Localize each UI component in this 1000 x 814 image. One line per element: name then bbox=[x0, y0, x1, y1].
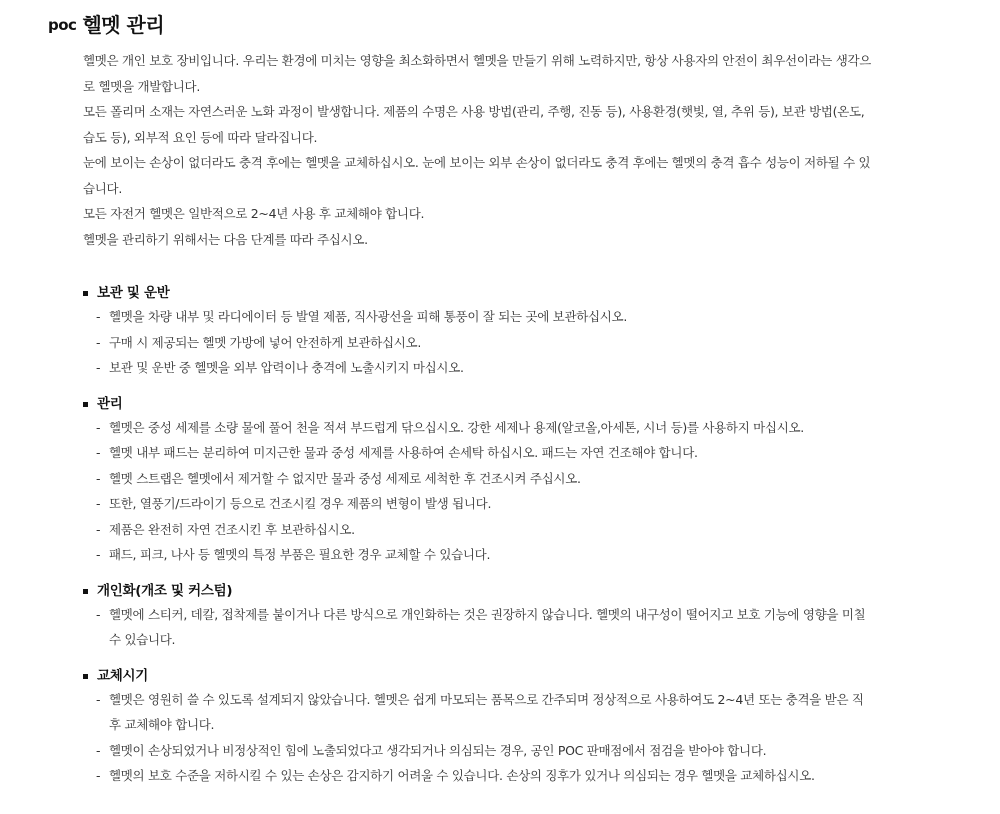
list-item: - 패드, 피크, 나사 등 헬멧의 특정 부품은 필요한 경우 교체할 수 있습니다. bbox=[83, 542, 873, 568]
replacement-list bbox=[83, 687, 873, 789]
care-sections bbox=[83, 282, 873, 789]
section-storage bbox=[83, 282, 873, 381]
section-title-care: 관리 bbox=[83, 393, 873, 415]
list-item: - 보관 및 운반 중 헬멧을 외부 압력이나 충격에 노출시키지 마십시오. bbox=[83, 355, 873, 381]
list-item: - 헬멧은 영원히 쓸 수 있도록 설계되지 않았습니다. 헬멧은 쉽게 마모되는 품목으로 간주되며 정상적으로 사용하여도 2~4년 또는 충격을 받은 직후 교체해야 합니다. bbox=[83, 687, 873, 738]
personalization-list bbox=[83, 602, 873, 653]
intro-paragraph: 헬멧을 관리하기 위해서는 다음 단계를 따라 주십시오. bbox=[83, 231, 368, 247]
intro-text bbox=[83, 48, 873, 252]
storage-list bbox=[83, 304, 873, 381]
poc-logo: poc bbox=[48, 16, 77, 34]
intro-paragraph: 헬멧은 개인 보호 장비입니다. 우리는 환경에 미치는 영향을 최소화하면서 헬멧을 만들기 위해 노력하지만, 항상 사용자의 안전이 최우선이라는 생각으로 헬멧을 개발합니다. bbox=[83, 53, 872, 94]
list-item: - 헬멧을 차량 내부 및 라디에이터 등 발열 제품, 직사광선을 피해 통풍이 잘 되는 곳에 보관하십시오. bbox=[83, 304, 873, 330]
section-personalization bbox=[83, 580, 873, 653]
list-item: - 제품은 완전히 자연 건조시킨 후 보관하십시오. bbox=[83, 517, 873, 543]
intro-paragraph: 모든 폴리머 소재는 자연스러운 노화 과정이 발생합니다. 제품의 수명은 사용 방법(관리, 주행, 진동 등), 사용환경(햇빛, 열, 추위 등), 보관 방법(온도, 습도 등), 외부적 요인 등에 따라 달라집니다. bbox=[83, 104, 865, 145]
page-title: 헬멧 관리 bbox=[82, 12, 165, 37]
section-replacement bbox=[83, 665, 873, 789]
list-item: - 헬멧이 손상되었거나 비정상적인 힘에 노출되었다고 생각되거나 의심되는 경우, 공인 POC 판매점에서 점검을 받아야 합니다. bbox=[83, 738, 873, 764]
section-title-replacement: 교체시기 bbox=[83, 665, 873, 687]
list-item: - 헬멧은 중성 세제를 소량 물에 풀어 천을 적셔 부드럽게 닦으십시오. 강한 세제나 용제(알코올,아세톤, 시너 등)를 사용하지 마십시오. bbox=[83, 415, 873, 441]
page-header bbox=[48, 8, 164, 38]
list-item: - 또한, 열풍기/드라이기 등으로 건조시킬 경우 제품의 변형이 발생 됩니다. bbox=[83, 491, 873, 517]
section-title-storage: 보관 및 운반 bbox=[83, 282, 873, 304]
section-care bbox=[83, 393, 873, 568]
list-item: - 헬멧의 보호 수준을 저하시킬 수 있는 손상은 감지하기 어려울 수 있습니다. 손상의 징후가 있거나 의심되는 경우 헬멧을 교체하십시오. bbox=[83, 763, 873, 789]
list-item: - 구매 시 제공되는 헬멧 가방에 넣어 안전하게 보관하십시오. bbox=[83, 330, 873, 356]
section-title-personalization: 개인화(개조 및 커스텀) bbox=[83, 580, 873, 602]
list-item: - 헬멧 내부 패드는 분리하여 미지근한 물과 중성 세제를 사용하여 손세탁 하십시오. 패드는 자연 건조해야 합니다. bbox=[83, 440, 873, 466]
list-item: - 헬멧에 스티커, 데칼, 접착제를 붙이거나 다른 방식으로 개인화하는 것은 권장하지 않습니다. 헬멧의 내구성이 떨어지고 보호 기능에 영향을 미칠 수 있습니다. bbox=[83, 602, 873, 653]
care-list bbox=[83, 415, 873, 568]
intro-paragraph: 모든 자전거 헬멧은 일반적으로 2~4년 사용 후 교체해야 합니다. bbox=[83, 206, 425, 221]
intro-paragraph: 눈에 보이는 손상이 없더라도 충격 후에는 헬멧을 교체하십시오. 눈에 보이는 외부 손상이 없더라도 충격 후에는 헬멧의 충격 흡수 성능이 저하될 수 있습니다. bbox=[83, 155, 871, 196]
list-item: - 헬멧 스트랩은 헬멧에서 제거할 수 없지만 물과 중성 세제로 세척한 후 건조시켜 주십시오. bbox=[83, 466, 873, 492]
